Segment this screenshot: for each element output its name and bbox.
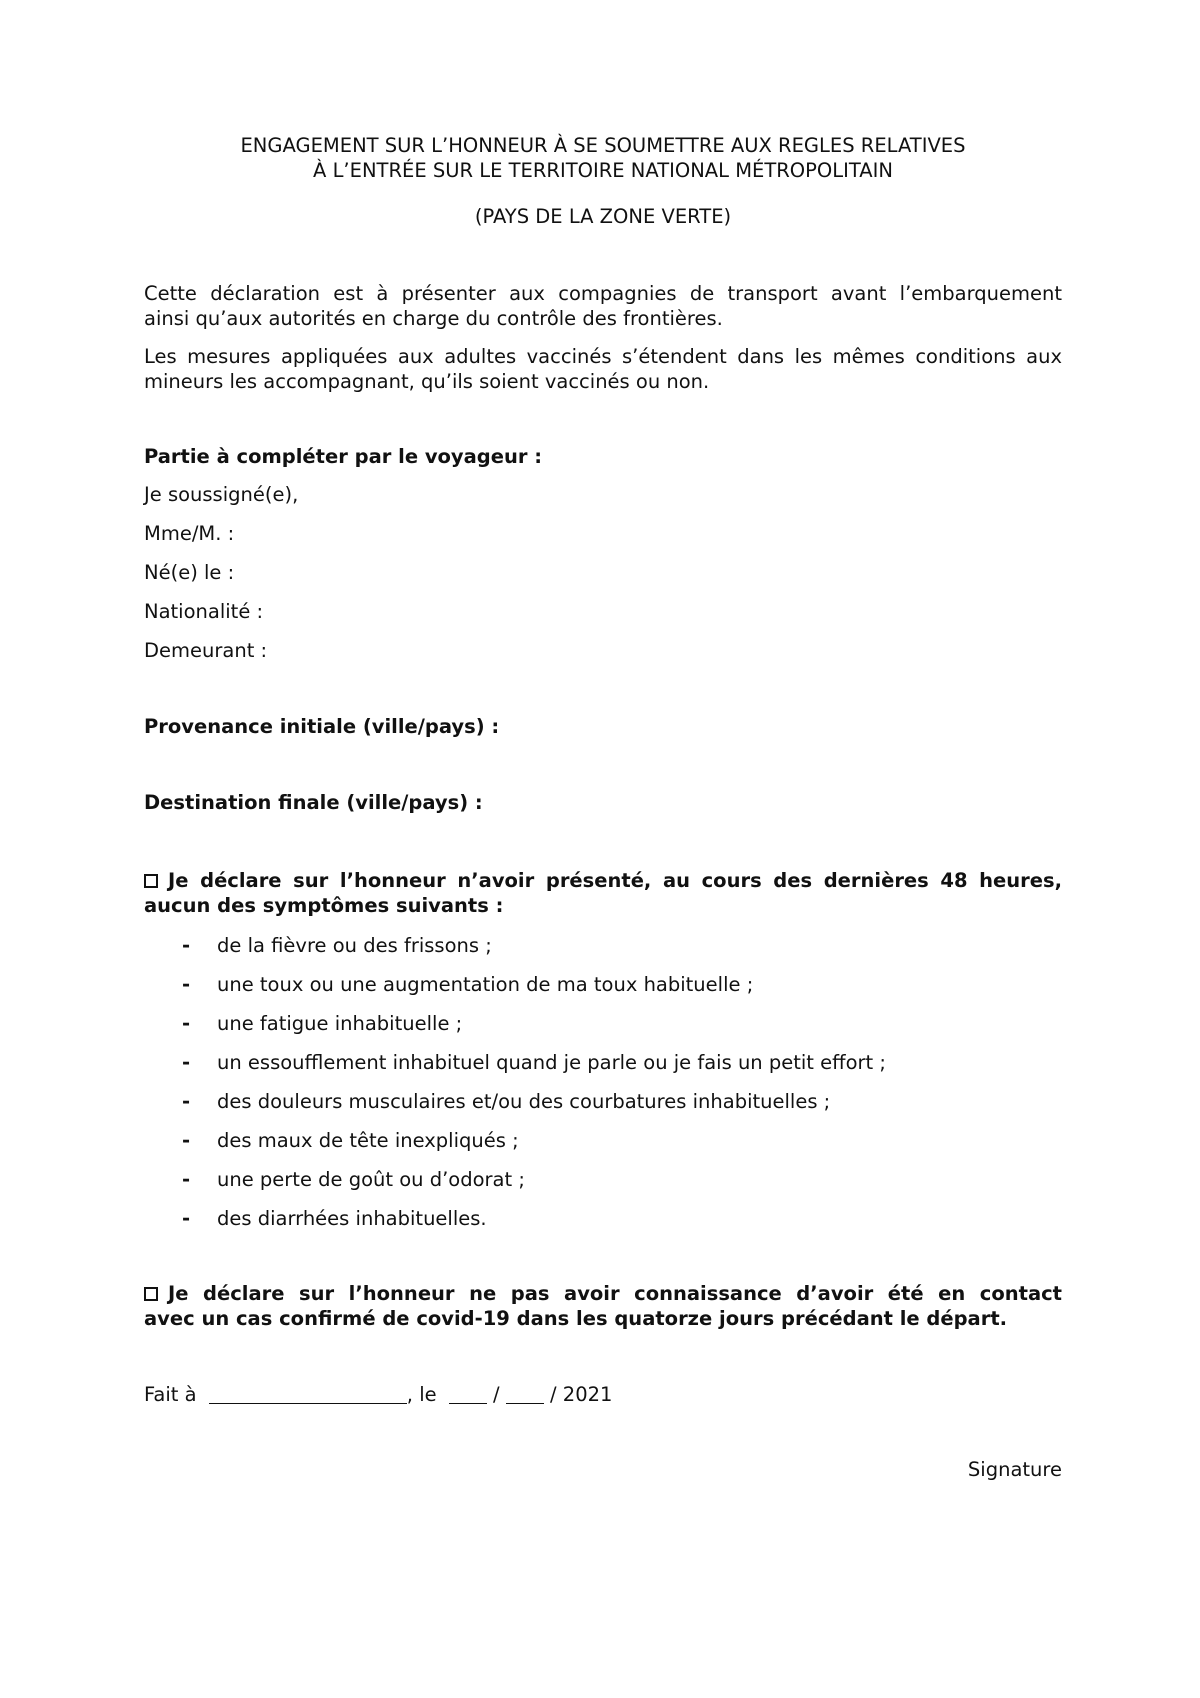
nationality-field[interactable] bbox=[270, 598, 1028, 622]
contact-declaration-line-2: avec un cas confirmé de covid-19 dans les quatorze jours précédant le départ. bbox=[144, 1307, 1008, 1330]
symptom-item: une perte de goût ou d’odorat ; bbox=[217, 1168, 525, 1191]
year-value: 2021 bbox=[562, 1383, 613, 1406]
intro-paragraph-2-line-2: mineurs les accompagnant, qu’ils soient vaccinés ou non. bbox=[144, 370, 710, 393]
document-title-line-2: À L’ENTRÉE SUR LE TERRITOIRE NATIONAL MÉTROPOLITAIN bbox=[313, 159, 893, 182]
document-title-line-1: ENGAGEMENT SUR L’HONNEUR À SE SOUMETTRE AUX REGLES RELATIVES bbox=[240, 134, 966, 157]
intro-paragraph-1-line-1: Cette déclaration est à présenter aux compagnies de transport avant l’embarquement bbox=[144, 282, 1062, 305]
name-label: Mme/M. : bbox=[144, 522, 235, 545]
list-bullet: - bbox=[182, 1090, 191, 1113]
symptom-item: une toux ou une augmentation de ma toux habituelle ; bbox=[217, 973, 754, 996]
list-bullet: - bbox=[182, 934, 191, 957]
symptom-item: des maux de tête inexpliqués ; bbox=[217, 1129, 519, 1152]
nationality-label: Nationalité : bbox=[144, 600, 264, 623]
month-field[interactable] bbox=[506, 1385, 544, 1404]
list-bullet: - bbox=[182, 1207, 191, 1230]
birth-date-field[interactable] bbox=[242, 559, 1028, 583]
provenance-label: Provenance initiale (ville/pays) : bbox=[144, 715, 500, 738]
soussigne-label: Je soussigné(e), bbox=[144, 483, 299, 506]
intro-paragraph-1-line-2: ainsi qu’aux autorités en charge du contrôle des frontières. bbox=[144, 307, 723, 330]
symptoms-declaration-line-1 bbox=[144, 868, 1062, 893]
symptom-item: de la fièvre ou des frissons ; bbox=[217, 934, 492, 957]
destination-label: Destination finale (ville/pays) : bbox=[144, 791, 483, 814]
intro-paragraph-2-line-1: Les mesures appliquées aux adultes vaccinés s’étendent dans les mêmes conditions aux bbox=[144, 345, 1062, 368]
address-label: Demeurant : bbox=[144, 639, 268, 662]
list-bullet: - bbox=[182, 973, 191, 996]
contact-declaration-line-1 bbox=[144, 1281, 1062, 1306]
fait-a-label: Fait à bbox=[144, 1383, 197, 1406]
symptoms-declaration-text-1: Je déclare sur l’honneur n’avoir présenté, au cours des dernières 48 heures, bbox=[168, 869, 1062, 892]
list-bullet: - bbox=[182, 1051, 191, 1074]
traveler-section-heading: Partie à compléter par le voyageur : bbox=[144, 445, 543, 468]
symptoms-declaration-line-2: aucun des symptômes suivants : bbox=[144, 894, 504, 917]
place-date-line bbox=[144, 1382, 612, 1407]
list-bullet: - bbox=[182, 1129, 191, 1152]
symptoms-declaration-checkbox[interactable] bbox=[144, 874, 158, 888]
list-bullet: - bbox=[182, 1168, 191, 1191]
date-separator: / bbox=[550, 1383, 557, 1406]
day-field[interactable] bbox=[449, 1385, 487, 1404]
symptom-item: des douleurs musculaires et/ou des courbatures inhabituelles ; bbox=[217, 1090, 831, 1113]
date-separator: / bbox=[493, 1383, 500, 1406]
symptom-item: une fatigue inhabituelle ; bbox=[217, 1012, 463, 1035]
provenance-field[interactable] bbox=[520, 713, 1028, 737]
symptom-item: un essoufflement inhabituel quand je parle ou je fais un petit effort ; bbox=[217, 1051, 886, 1074]
list-bullet: - bbox=[182, 1012, 191, 1035]
birth-date-label: Né(e) le : bbox=[144, 561, 235, 584]
le-label: , le bbox=[406, 1383, 437, 1406]
address-field[interactable] bbox=[272, 637, 1028, 661]
contact-declaration-checkbox[interactable] bbox=[144, 1287, 158, 1301]
place-field[interactable] bbox=[209, 1385, 407, 1404]
contact-declaration-text-1: Je déclare sur l’honneur ne pas avoir connaissance d’avoir été en contact bbox=[168, 1282, 1062, 1305]
signature-label: Signature bbox=[967, 1458, 1062, 1481]
destination-field[interactable] bbox=[505, 789, 1028, 813]
symptom-item: des diarrhées inhabituelles. bbox=[217, 1207, 487, 1230]
name-field[interactable] bbox=[240, 520, 1028, 544]
document-subtitle: (PAYS DE LA ZONE VERTE) bbox=[474, 205, 732, 228]
